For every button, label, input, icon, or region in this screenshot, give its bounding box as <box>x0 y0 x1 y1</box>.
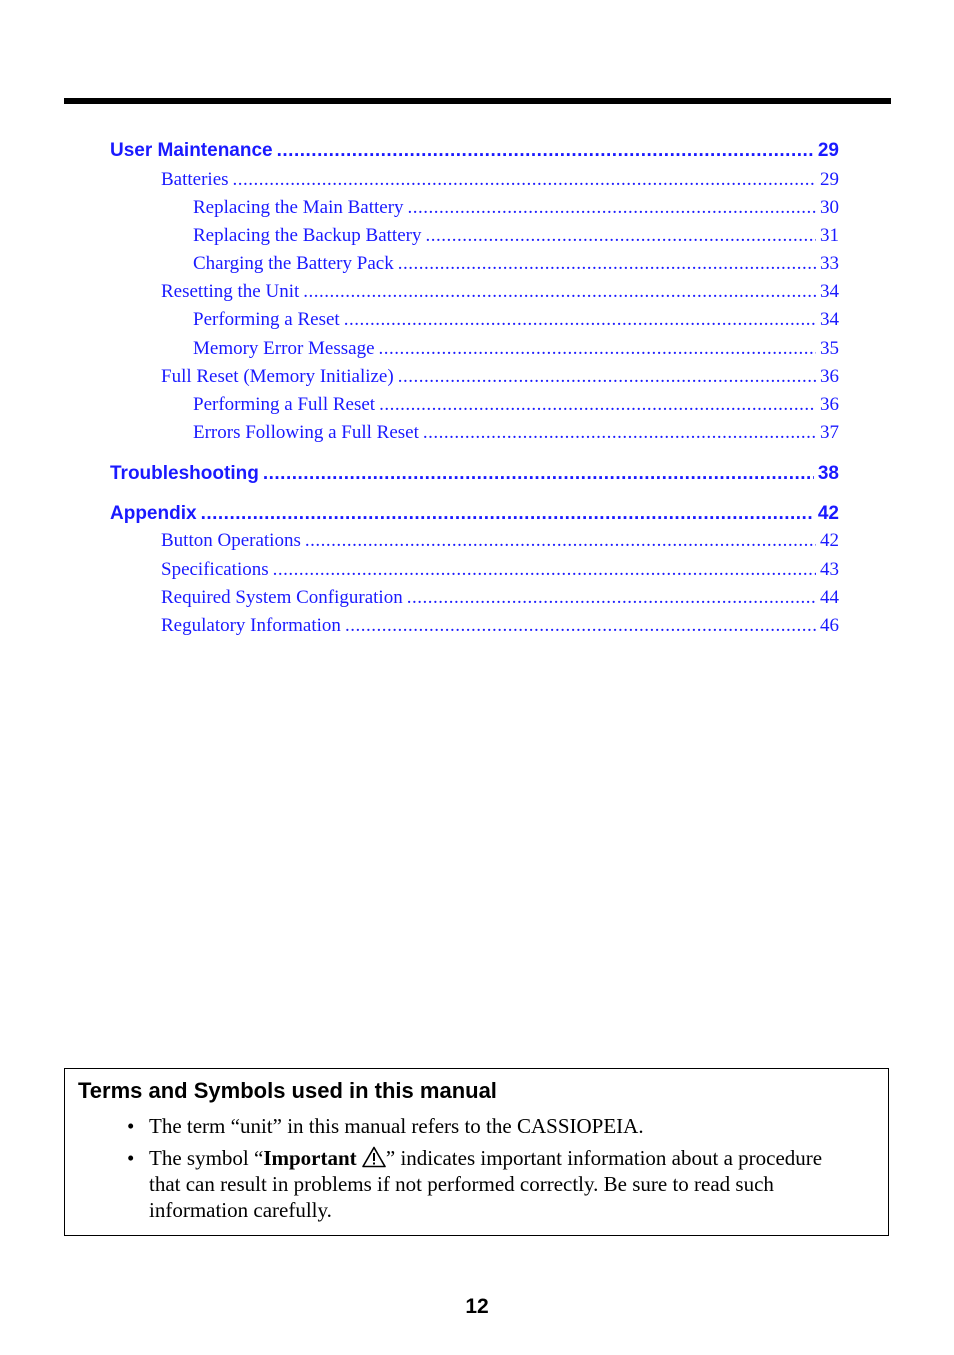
toc-entry-troubleshooting[interactable] <box>110 463 839 485</box>
toc-leader <box>398 366 816 388</box>
bullet: • <box>127 1146 135 1170</box>
toc-leader <box>345 615 816 637</box>
toc-leader <box>233 169 816 191</box>
terms-list <box>127 1113 857 1229</box>
toc-leader <box>305 530 816 552</box>
terms-title: Terms and Symbols used in this manual <box>78 1078 497 1103</box>
toc-entry-page: 33 <box>820 253 839 274</box>
toc-entry-user-maintenance[interactable] <box>110 140 839 162</box>
toc-leader <box>263 463 814 485</box>
toc-entry-label: Resetting the Unit <box>161 281 300 302</box>
toc-entry-button-operations[interactable] <box>161 530 839 552</box>
toc-entry-label: Memory Error Message <box>193 338 375 359</box>
toc-leader <box>408 197 816 219</box>
toc-entry-page: 46 <box>820 615 839 636</box>
toc-entry-memory-error-message[interactable] <box>193 338 839 360</box>
toc-leader <box>379 394 816 416</box>
toc-entry-page: 42 <box>820 530 839 551</box>
toc-entry-page: 29 <box>820 169 839 190</box>
toc-entry-errors-following-full-reset[interactable] <box>193 422 839 444</box>
header-rule <box>64 98 891 104</box>
toc-leader <box>277 140 814 162</box>
page-number: 12 <box>465 1295 489 1318</box>
toc-entry-page: 34 <box>820 281 839 302</box>
toc-entry-full-reset[interactable] <box>161 366 839 388</box>
toc-entry-label: Errors Following a Full Reset <box>193 422 419 443</box>
toc-entry-page: 31 <box>820 225 839 246</box>
toc-leader <box>344 309 816 331</box>
toc-entry-label: Full Reset (Memory Initialize) <box>161 366 394 387</box>
warning-triangle-icon <box>362 1146 386 1168</box>
toc-entry-page: 42 <box>817 503 839 524</box>
toc-entry-required-system-configuration[interactable] <box>161 587 839 609</box>
toc-entry-appendix[interactable] <box>110 503 839 525</box>
toc-leader <box>379 338 816 360</box>
toc-entry-label: Regulatory Information <box>161 615 341 636</box>
toc-entry-label: Button Operations <box>161 530 301 551</box>
toc-entry-replacing-main-battery[interactable] <box>193 197 839 219</box>
list-item <box>127 1145 857 1223</box>
toc-entry-label: Charging the Battery Pack <box>193 253 394 274</box>
toc-leader <box>425 225 816 247</box>
toc-entry-page: 35 <box>820 338 839 359</box>
bullet: • <box>127 1114 135 1138</box>
toc-entry-label: Replacing the Backup Battery <box>193 225 422 246</box>
toc-entry-page: 30 <box>820 197 839 218</box>
toc-entry-label: Performing a Reset <box>193 309 340 330</box>
toc-entry-label: Performing a Full Reset <box>193 394 376 415</box>
list-item <box>127 1113 857 1139</box>
toc-entry-page: 38 <box>817 463 839 484</box>
symbol-text-prefix: The symbol “ <box>149 1146 264 1170</box>
toc-entry-charging-battery-pack[interactable] <box>193 253 839 275</box>
toc-entry-page: 29 <box>817 140 839 161</box>
toc-entry-performing-full-reset[interactable] <box>193 394 839 416</box>
term-unit-text: The term “unit” in this manual refers to the CASSIOPEIA. <box>149 1114 644 1138</box>
toc-entry-label: Troubleshooting <box>110 463 259 484</box>
toc-leader <box>398 253 816 275</box>
terms-and-symbols-box <box>64 1068 889 1236</box>
toc-entry-label: Specifications <box>161 559 269 580</box>
toc-entry-regulatory-information[interactable] <box>161 615 839 637</box>
toc-entry-page: 43 <box>820 559 839 580</box>
toc-entry-label: Required System Configuration <box>161 587 403 608</box>
toc-entry-performing-reset[interactable] <box>193 309 839 331</box>
toc-leader <box>273 559 816 581</box>
toc-entry-page: 44 <box>820 587 839 608</box>
toc-entry-label: User Maintenance <box>110 140 273 161</box>
toc-entry-label: Batteries <box>161 169 229 190</box>
toc-entry-label: Replacing the Main Battery <box>193 197 404 218</box>
toc-leader <box>407 587 816 609</box>
toc-entry-specifications[interactable] <box>161 559 839 581</box>
toc-entry-resetting-unit[interactable] <box>161 281 839 303</box>
symbol-text-suffix: ” indicates important information about a procedure that can result in problems if not performed correctly. Be sure to read such information carefully. <box>149 1146 823 1222</box>
toc-entry-replacing-backup-battery[interactable] <box>193 225 839 247</box>
toc-leader <box>303 281 816 303</box>
toc-entry-page: 36 <box>820 366 839 387</box>
important-label: Important <box>263 1146 357 1170</box>
toc-entry-page: 36 <box>820 394 839 415</box>
toc-entry-page: 37 <box>820 422 839 443</box>
toc-leader <box>201 503 814 525</box>
toc-entry-batteries[interactable] <box>161 169 839 191</box>
toc-leader <box>423 422 816 444</box>
toc-entry-label: Appendix <box>110 503 197 524</box>
toc-entry-page: 34 <box>820 309 839 330</box>
